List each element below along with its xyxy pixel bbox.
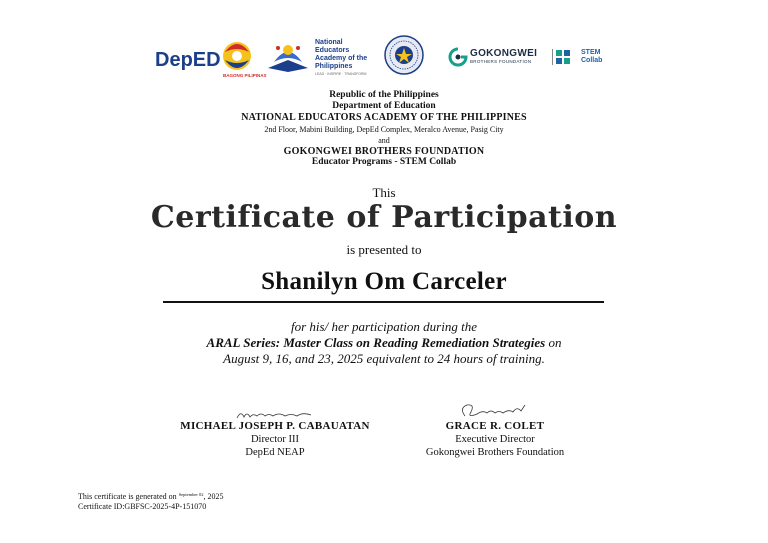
deped-seal-icon [384,35,424,75]
certificate-title: Certificate of Participation [150,200,618,235]
signatory-1-name: MICHAEL JOSEPH P. CABAUATAN [180,420,370,432]
signatory-2-name: GRACE R. COLET [445,420,545,432]
gokongwei-logo-text: GOKONGWEI BROTHERS FOUNDATION [470,48,538,64]
certificate-id: Certificate ID:GBFSC-2025-4P-151070 [78,502,207,511]
event-title: ARAL Series: Master Class on Reading Remediation Strategies [206,335,546,350]
header-department: Department of Education [332,101,436,112]
stem-collab-text: STEM Collab [581,49,603,64]
neap-logo-text: National Educators Academy of the Philippines [315,39,368,70]
logo-divider [552,49,553,65]
neap-logo-icon [264,38,312,74]
signature-1-icon [235,408,315,420]
presented-to: is presented to [346,242,422,257]
header-address: 2nd Floor, Mabini Building, DepEd Complex, Meralco Avenue, Pasig City [264,124,504,134]
signatory-1-role: Director III [250,434,300,445]
certificate-this: This [372,185,396,200]
signatory-2-role: Executive Director [455,434,535,445]
name-underline [163,301,604,303]
header-program: Educator Programs - STEM Collab [311,157,457,168]
deped-tagline: BAGONG PILIPINAS [223,73,267,78]
generated-line: This certificate is generated on $^{September 02}$, 2025 [78,492,224,501]
issuer-header [0,90,768,168]
certificate-body [0,319,768,367]
neap-tagline: LEAD · INSPIRE · TRANSFORM [315,72,367,76]
recipient-name: Shanilyn Om Carceler [261,268,507,295]
header-republic: Republic of the Philippines [329,90,439,100]
gokongwei-logo-icon [449,48,467,66]
generated-date: September 02 [178,492,204,497]
header-neap: NATIONAL EDUCATORS ACADEMY OF THE PHILIPPINES [241,112,527,124]
deped-logo [153,38,267,78]
body-line-2: ARAL Series: Master Class on Reading Remediation Strategies on [206,335,562,350]
body-line-3: August 9, 16, and 23, 2025 equivalent to 24 hours of training. [223,351,545,366]
deped-logo-word: DepED [155,49,221,71]
header-and: and [378,135,390,145]
certificate-footer [78,490,224,512]
body-line-1: for his/ her participation during the [291,319,477,334]
signatory-1 [160,408,390,459]
signatory-1-org: DepEd NEAP [245,447,305,458]
header-gbf: GOKONGWEI BROTHERS FOUNDATION [283,146,485,158]
stem-collab-icon [556,50,570,64]
signatory-2 [395,402,595,459]
signature-2-icon [455,402,535,420]
signatory-2-org: Gokongwei Brothers Foundation [425,447,565,458]
